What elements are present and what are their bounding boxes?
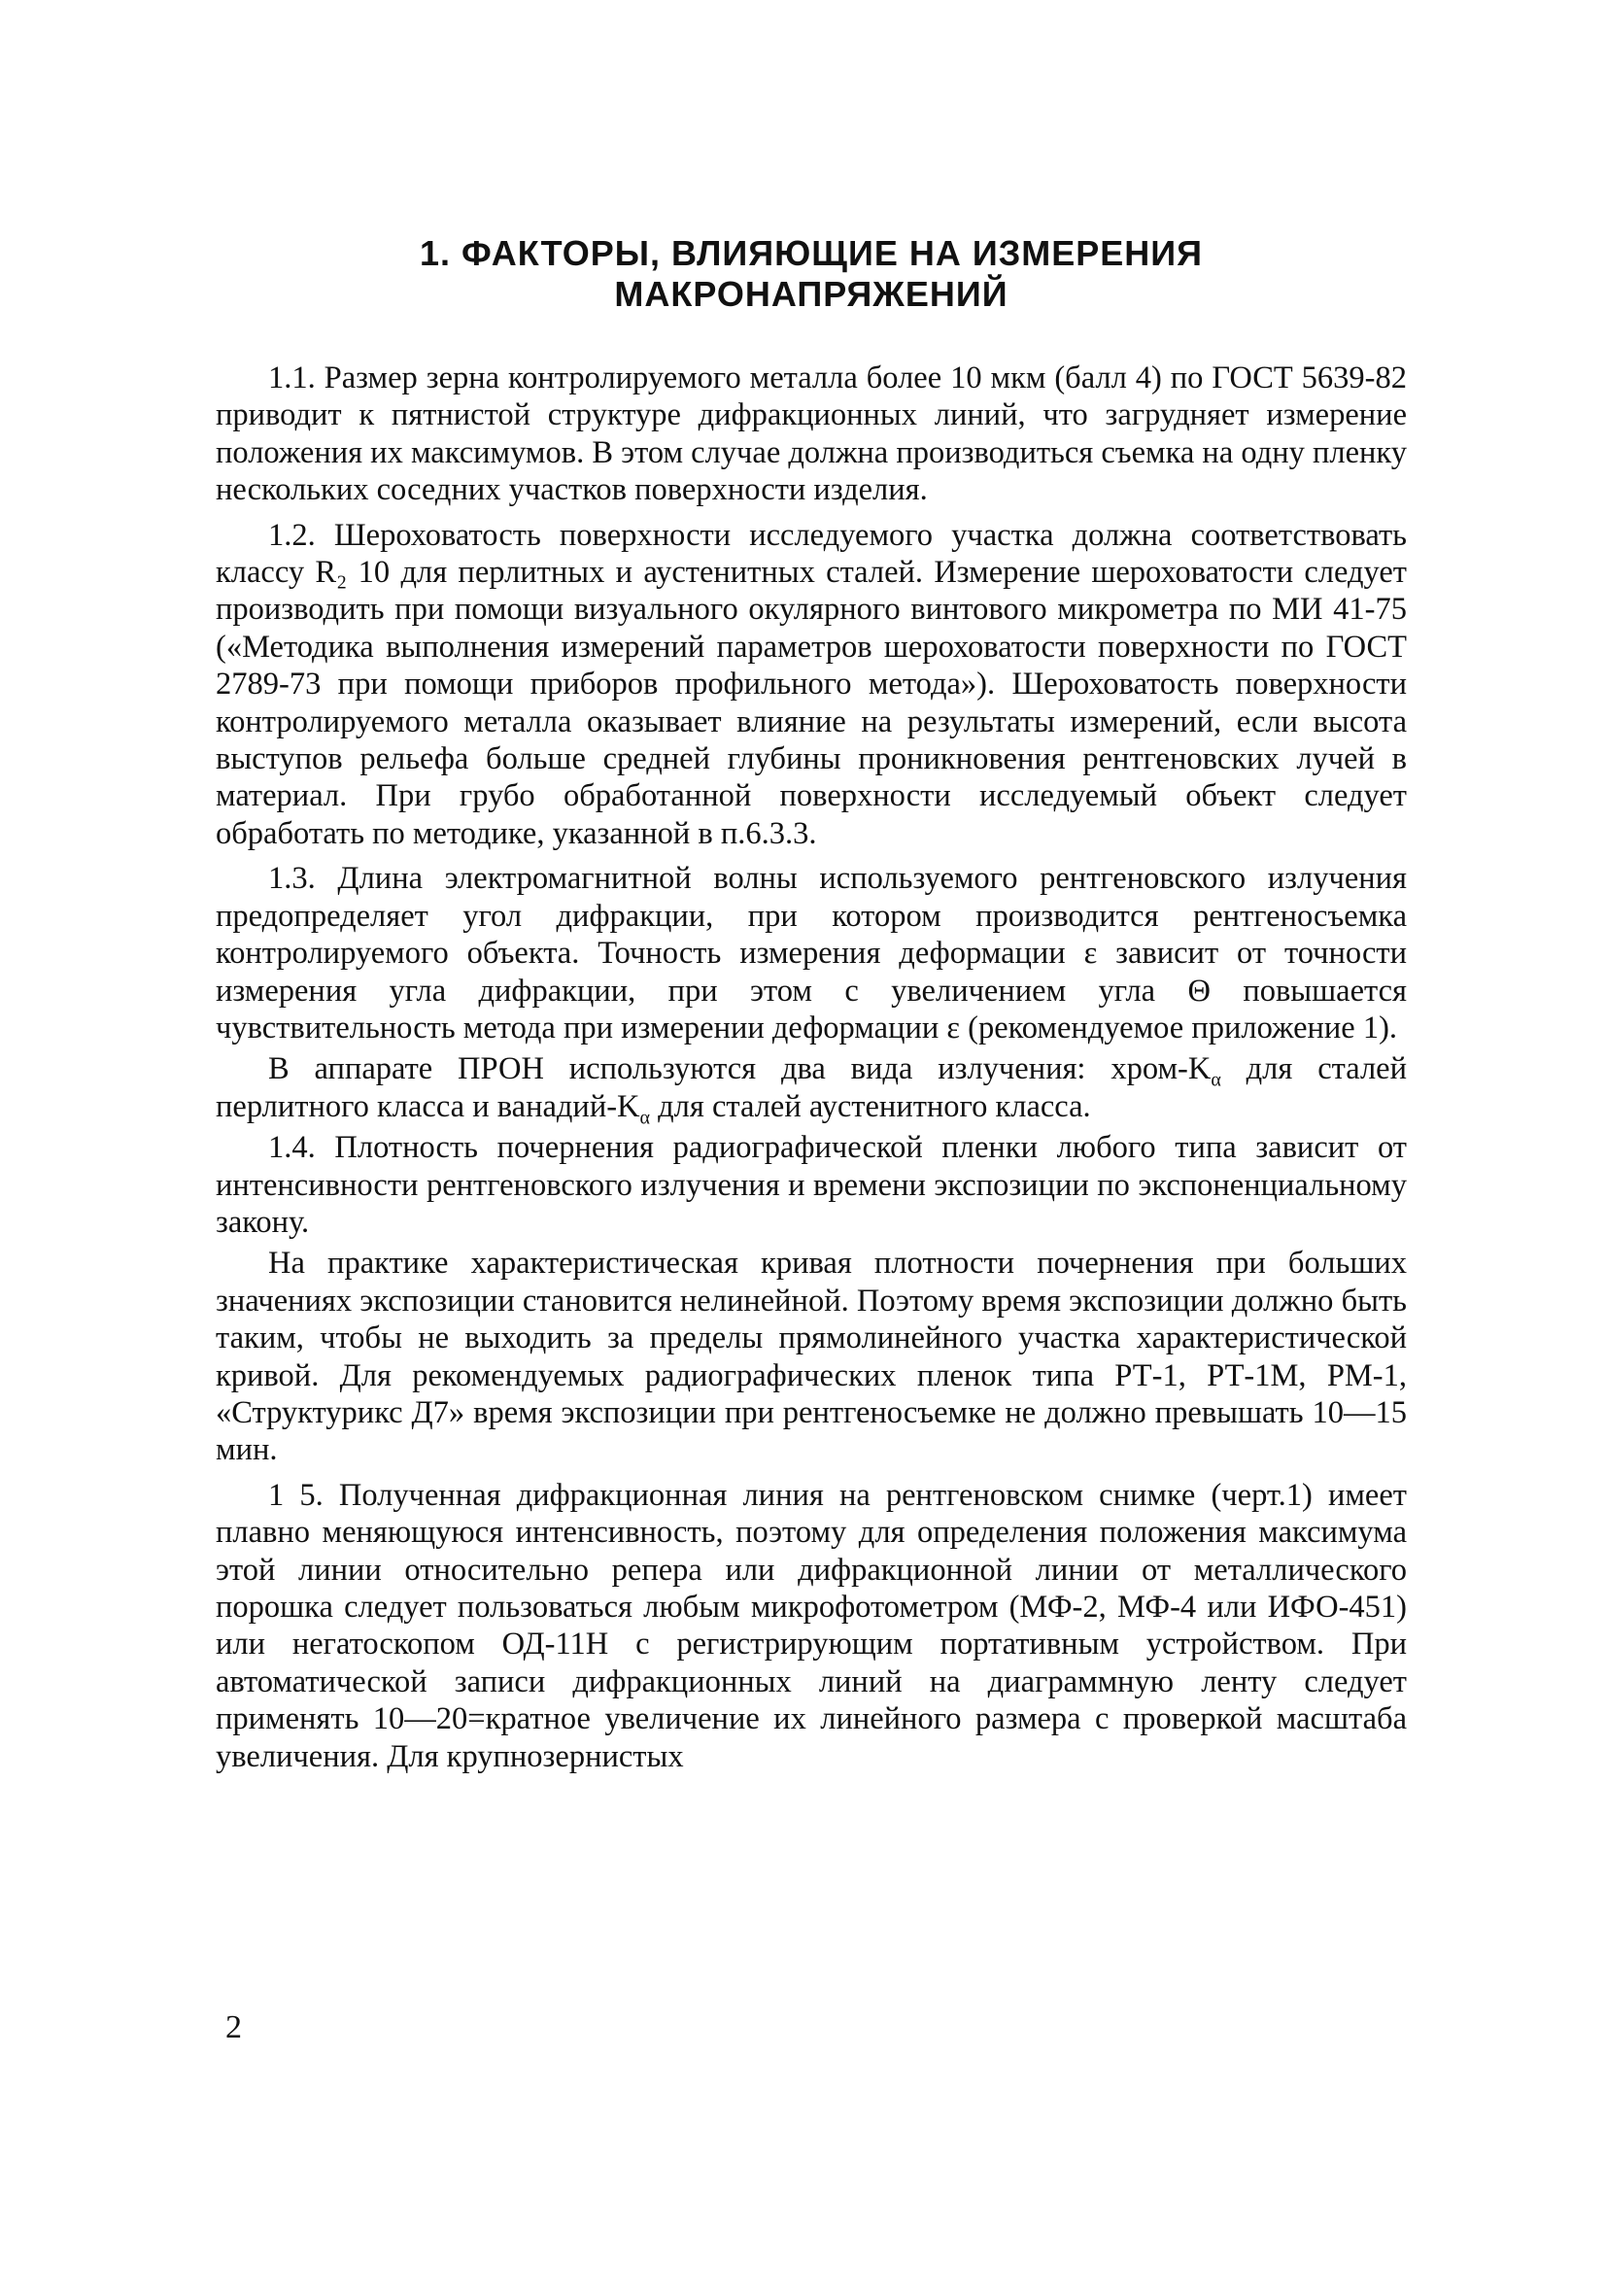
paragraph-1-4-practice: На практике характеристическая кривая плотности почернения при больших значениях экспозиции становится нелинейной. Поэтому время экспозиции должно быть таким, чтобы не выходить за пределы прямолинейного участка характеристической кривой. Для рекомендуемых радиографических пленок типа РТ-1, РТ-1М, РМ-1, «Структурикс Д7» время экспозиции при рентгеносъемке не должно превышать 10—15 мин.: [216, 1246, 1407, 1468]
paragraph-1-4: 1.4. Плотность почернения радиографической пленки любого типа зависит от интенсивности рентгеновского излучения и времени экспозиции по экспоненциальному закону.: [216, 1130, 1407, 1240]
document-page: [216, 233, 1407, 1783]
paragraph-1-5: 1 5. Полученная дифракционная линия на рентгеновском снимке (черт.1) имеет плавно меняющуюся интенсивность, поэтому для определения положения максимума этой линии относительно репера или дифракционной линии от металлического порошка следует пользоваться любым микрофотометром (МФ-2, МФ-4 или ИФО-451) или негатоскопом ОД-11Н с регистрирующим портативным устройством. При автоматической записи дифракционных линий на диаграммную ленту следует применять 10—20=кратное увеличение их линейного размера с проверкой масштаба увеличения. Для крупнозернистых: [216, 1477, 1407, 1774]
radiation-text-start: В аппарате ПРОН используются два вида излучения: хром-K: [268, 1051, 1212, 1087]
alpha-subscript-2: α: [639, 1107, 650, 1129]
page-number: 2: [225, 2009, 242, 2045]
radiation-text-end: для сталей аустенитного класса.: [650, 1088, 1091, 1124]
paragraph-1-3: 1.3. Длина электромагнитной волны используемого рентгеновского излучения предопределяет угол дифракции, при котором производится рентгеносъемка контролируемого объекта. Точность измерения деформации ε зависит от точности измерения угла дифракции, при этом с увеличением угла Θ повышается чувствительность метода при измерении деформации ε (рекомендуемое приложение 1).: [216, 861, 1407, 1045]
paragraph-1-3-radiation: [216, 1050, 1407, 1129]
paragraph-1-1: 1.1. Размер зерна контролируемого металла более 10 мкм (балл 4) по ГОСТ 5639-82 приводит к пятнистой структуре дифракционных линий, что загрудняет измерение положения их максимумов. В этом случае должна производиться съемка на одну пленку нескольких соседних участков поверхности изделия.: [216, 360, 1408, 508]
section-title-line-1: 1. ФАКТОРЫ, ВЛИЯЮЩИЕ НА ИЗМЕРЕНИЯ: [419, 233, 1204, 273]
alpha-subscript-1: α: [1211, 1069, 1221, 1091]
radiation-text-middle: для сталей перлитного класса и ванадий-K: [216, 1051, 1407, 1124]
section-title-line-2: МАКРОНАПРЯЖЕНИЙ: [614, 274, 1008, 314]
paragraph-1-2: 1.2. Шероховатость поверхности исследуемого участка должна соответствовать классу R₂ 10 для перлитных и аустенитных сталей. Измерение шероховатости следует производить при помощи визуального окулярного винтового микрометра по МИ 41-75 («Методика выполнения измерений параметров шероховатости поверхности по ГОСТ 2789-73 при помощи приборов профильного метода»). Шероховатость поверхности контролируемого металла оказывает влияние на результаты измерений, если высота выступов рельефа больше средней глубины проникновения рентгеновских лучей в материал. При грубо обработанной поверхности исследуемый объект следует обработать по методике, указанной в п.6.3.3.: [216, 517, 1407, 851]
section-title: [216, 233, 1407, 315]
